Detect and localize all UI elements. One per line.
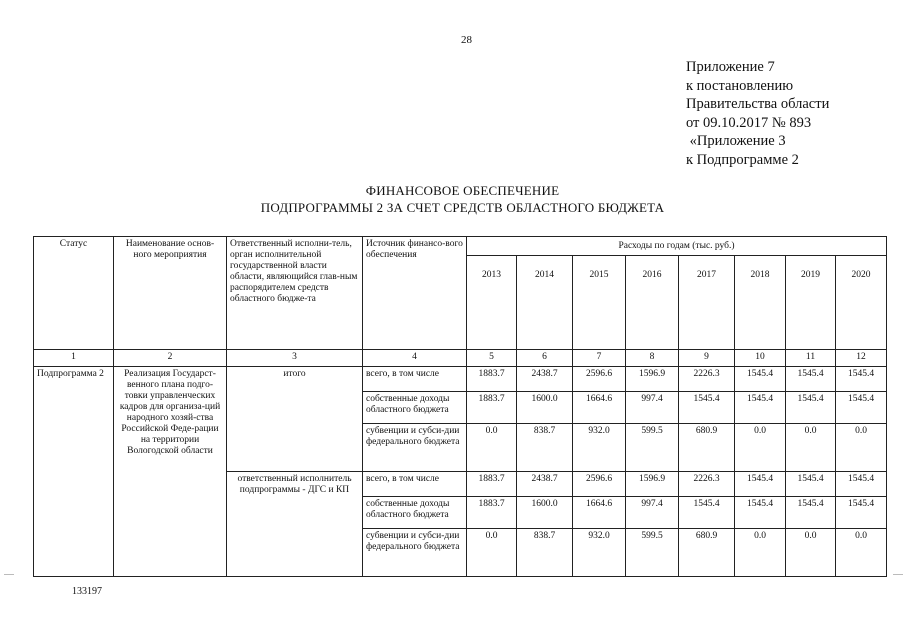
title-line-1: ФИНАНСОВОЕ ОБЕСПЕЧЕНИЕ bbox=[365, 183, 560, 198]
value-cell: 1883.7 bbox=[467, 367, 517, 392]
header-expenses: Расходы по годам (тыс. руб.) bbox=[467, 237, 887, 256]
value-cell: 1545.4 bbox=[735, 392, 786, 424]
value-cell: 599.5 bbox=[626, 424, 679, 472]
header-year: 2017 bbox=[679, 256, 735, 350]
value-cell: 932.0 bbox=[573, 424, 626, 472]
column-number: 9 bbox=[679, 350, 735, 367]
value-cell: 997.4 bbox=[626, 392, 679, 424]
header-year: 2020 bbox=[836, 256, 887, 350]
column-number: 3 bbox=[227, 350, 363, 367]
column-number: 1 bbox=[34, 350, 114, 367]
value-cell: 599.5 bbox=[626, 529, 679, 577]
executor-cell: итого bbox=[227, 367, 363, 472]
page-number: 28 bbox=[461, 34, 472, 46]
value-cell: 838.7 bbox=[517, 529, 573, 577]
value-cell: 1883.7 bbox=[467, 497, 517, 529]
appendix-block bbox=[686, 58, 829, 169]
header-year: 2014 bbox=[517, 256, 573, 350]
scan-mark-left bbox=[4, 574, 14, 575]
column-number: 6 bbox=[517, 350, 573, 367]
source-cell: собственные доходы областного бюджета bbox=[363, 392, 467, 424]
source-cell: собственные доходы областного бюджета bbox=[363, 497, 467, 529]
value-cell: 680.9 bbox=[679, 424, 735, 472]
scan-mark-right bbox=[893, 574, 903, 575]
column-number: 5 bbox=[467, 350, 517, 367]
value-cell: 932.0 bbox=[573, 529, 626, 577]
column-number: 8 bbox=[626, 350, 679, 367]
column-number: 2 bbox=[114, 350, 227, 367]
value-cell: 1545.4 bbox=[786, 367, 836, 392]
column-number-row bbox=[34, 350, 887, 367]
appendix-line: «Приложение 3 bbox=[686, 133, 786, 149]
value-cell: 997.4 bbox=[626, 497, 679, 529]
value-cell: 0.0 bbox=[836, 529, 887, 577]
value-cell: 1664.6 bbox=[573, 497, 626, 529]
header-status: Статус bbox=[34, 237, 114, 350]
value-cell: 1883.7 bbox=[467, 472, 517, 497]
table-row bbox=[34, 367, 887, 392]
header-year: 2019 bbox=[786, 256, 836, 350]
value-cell: 0.0 bbox=[467, 529, 517, 577]
value-cell: 1545.4 bbox=[786, 392, 836, 424]
value-cell: 0.0 bbox=[735, 424, 786, 472]
activity-cell: Реализация Государст-венного плана подго-товки управленческих кадров для организа-ций народного хозяй-ства Российской Феде-рации на территории Вологодской области bbox=[114, 367, 227, 577]
value-cell: 1664.6 bbox=[573, 392, 626, 424]
value-cell: 838.7 bbox=[517, 424, 573, 472]
value-cell: 2226.3 bbox=[679, 472, 735, 497]
value-cell: 1883.7 bbox=[467, 392, 517, 424]
column-number: 4 bbox=[363, 350, 467, 367]
value-cell: 1545.4 bbox=[679, 497, 735, 529]
column-number: 7 bbox=[573, 350, 626, 367]
value-cell: 1600.0 bbox=[517, 497, 573, 529]
value-cell: 2596.6 bbox=[573, 472, 626, 497]
financing-table bbox=[33, 236, 887, 577]
header-activity: Наименование основ-ного мероприятия bbox=[114, 237, 227, 350]
appendix-line: к постановлению bbox=[686, 77, 794, 94]
value-cell: 1545.4 bbox=[735, 497, 786, 529]
source-cell: всего, в том числе bbox=[363, 367, 467, 392]
header-year: 2013 bbox=[467, 256, 517, 350]
value-cell: 1600.0 bbox=[517, 392, 573, 424]
value-cell: 0.0 bbox=[836, 424, 887, 472]
source-cell: всего, в том числе bbox=[363, 472, 467, 497]
title-line-2: ПОДПРОГРАММЫ 2 ЗА СЧЕТ СРЕДСТВ ОБЛАСТНОГО БЮДЖЕТА bbox=[260, 200, 665, 215]
column-number: 10 bbox=[735, 350, 786, 367]
value-cell: 0.0 bbox=[786, 424, 836, 472]
value-cell: 1545.4 bbox=[836, 392, 887, 424]
executor-cell: ответственный исполнитель подпрограммы - ДГС и КП bbox=[227, 472, 363, 577]
value-cell: 1545.4 bbox=[735, 367, 786, 392]
value-cell: 1545.4 bbox=[836, 472, 887, 497]
value-cell: 1545.4 bbox=[679, 392, 735, 424]
header-executor: Ответственный исполни-тель, орган исполнительной государственной власти области, являющийся глав-ным распорядителем средств областного бюдже-та bbox=[227, 237, 363, 350]
appendix-line: Приложение 7 bbox=[686, 59, 775, 75]
column-number: 11 bbox=[786, 350, 836, 367]
value-cell: 0.0 bbox=[786, 529, 836, 577]
header-year: 2016 bbox=[626, 256, 679, 350]
header-row bbox=[34, 237, 887, 256]
source-cell: субвенции и субси-дии федерального бюджета bbox=[363, 424, 467, 472]
document-title bbox=[0, 182, 905, 216]
value-cell: 1596.9 bbox=[626, 472, 679, 497]
value-cell: 1545.4 bbox=[735, 472, 786, 497]
appendix-line: к Подпрограмме 2 bbox=[686, 151, 799, 168]
appendix-line: от 09.10.2017 № 893 bbox=[686, 114, 812, 131]
value-cell: 1545.4 bbox=[836, 497, 887, 529]
value-cell: 1596.9 bbox=[626, 367, 679, 392]
value-cell: 1545.4 bbox=[786, 472, 836, 497]
status-cell: Подпрограмма 2 bbox=[34, 367, 114, 577]
value-cell: 2596.6 bbox=[573, 367, 626, 392]
value-cell: 680.9 bbox=[679, 529, 735, 577]
appendix-line: Правительства области bbox=[686, 96, 830, 112]
value-cell: 1545.4 bbox=[786, 497, 836, 529]
value-cell: 0.0 bbox=[467, 424, 517, 472]
source-cell: субвенции и субси-дии федерального бюджета bbox=[363, 529, 467, 577]
value-cell: 0.0 bbox=[735, 529, 786, 577]
value-cell: 2226.3 bbox=[679, 367, 735, 392]
header-year: 2018 bbox=[735, 256, 786, 350]
column-number: 12 bbox=[836, 350, 887, 367]
value-cell: 1545.4 bbox=[836, 367, 887, 392]
footer-code: 133197 bbox=[72, 586, 102, 597]
value-cell: 2438.7 bbox=[517, 367, 573, 392]
value-cell: 2438.7 bbox=[517, 472, 573, 497]
header-year: 2015 bbox=[573, 256, 626, 350]
header-source: Источник финансо-вого обеспечения bbox=[363, 237, 467, 350]
